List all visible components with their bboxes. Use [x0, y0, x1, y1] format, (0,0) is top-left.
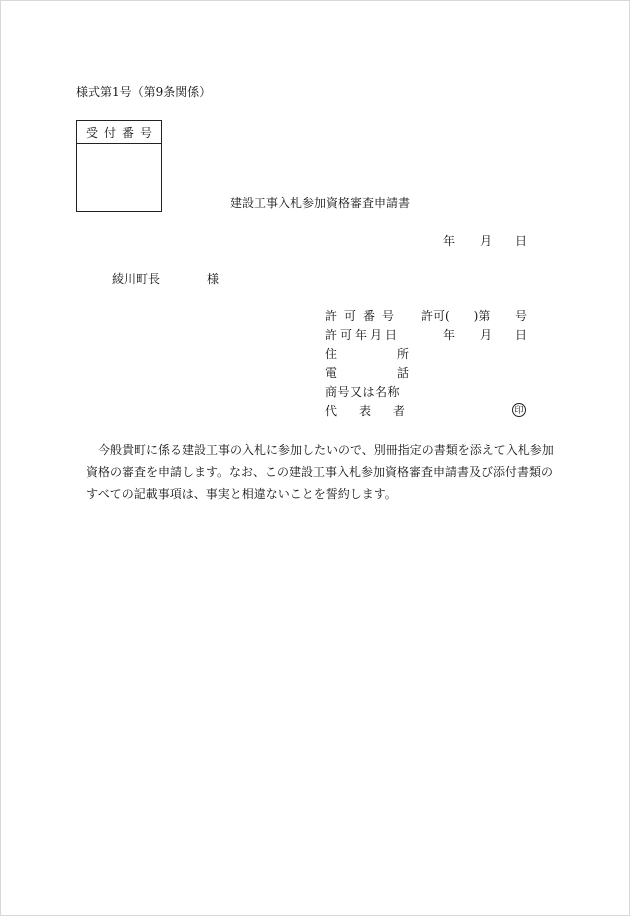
phone-label: 電 話 — [325, 366, 422, 380]
date-day-label: 日 — [515, 234, 528, 248]
receipt-number-header: 受付番号 — [77, 121, 161, 144]
permit-number-value: 許可( )第 — [421, 309, 491, 323]
receipt-number-box — [76, 120, 162, 212]
permit-date-label: 許可年月日 — [325, 328, 401, 342]
address-label: 住 所 — [325, 347, 422, 361]
declaration-line-3: すべての記載事項は、事実と相違ないことを誓約します。 — [86, 487, 397, 501]
permit-date-month: 月 — [480, 328, 493, 342]
declaration-line-2: 資格の審査を申請します。なお、この建設工事入札参加資格審査申請書及び添付書類の — [86, 465, 554, 479]
document-title: 建設工事入札参加資格審査申請書 — [230, 196, 411, 210]
form-number: 様式第1号（第9条関係） — [76, 85, 212, 99]
addressee-honorific: 様 — [207, 272, 220, 286]
permit-date-day: 日 — [515, 328, 528, 342]
date-year-label: 年 — [443, 234, 456, 248]
permit-number-label: 許可番号 — [325, 309, 402, 323]
receipt-number-field[interactable] — [77, 144, 161, 210]
addressee-name: 綾川町長 — [112, 272, 161, 286]
date-month-label: 月 — [480, 234, 493, 248]
declaration-text — [86, 439, 556, 505]
company-name-label: 商号又は名称 — [325, 385, 401, 399]
seal-mark: 印 — [512, 403, 526, 417]
permit-date-year: 年 — [443, 328, 456, 342]
declaration-line-1: 今般貴町に係る建設工事の入札に参加したいので、別冊指定の書類を添えて入札参加 — [98, 443, 554, 457]
representative-label: 代 表 者 — [325, 404, 411, 418]
permit-number-suffix: 号 — [515, 309, 528, 323]
